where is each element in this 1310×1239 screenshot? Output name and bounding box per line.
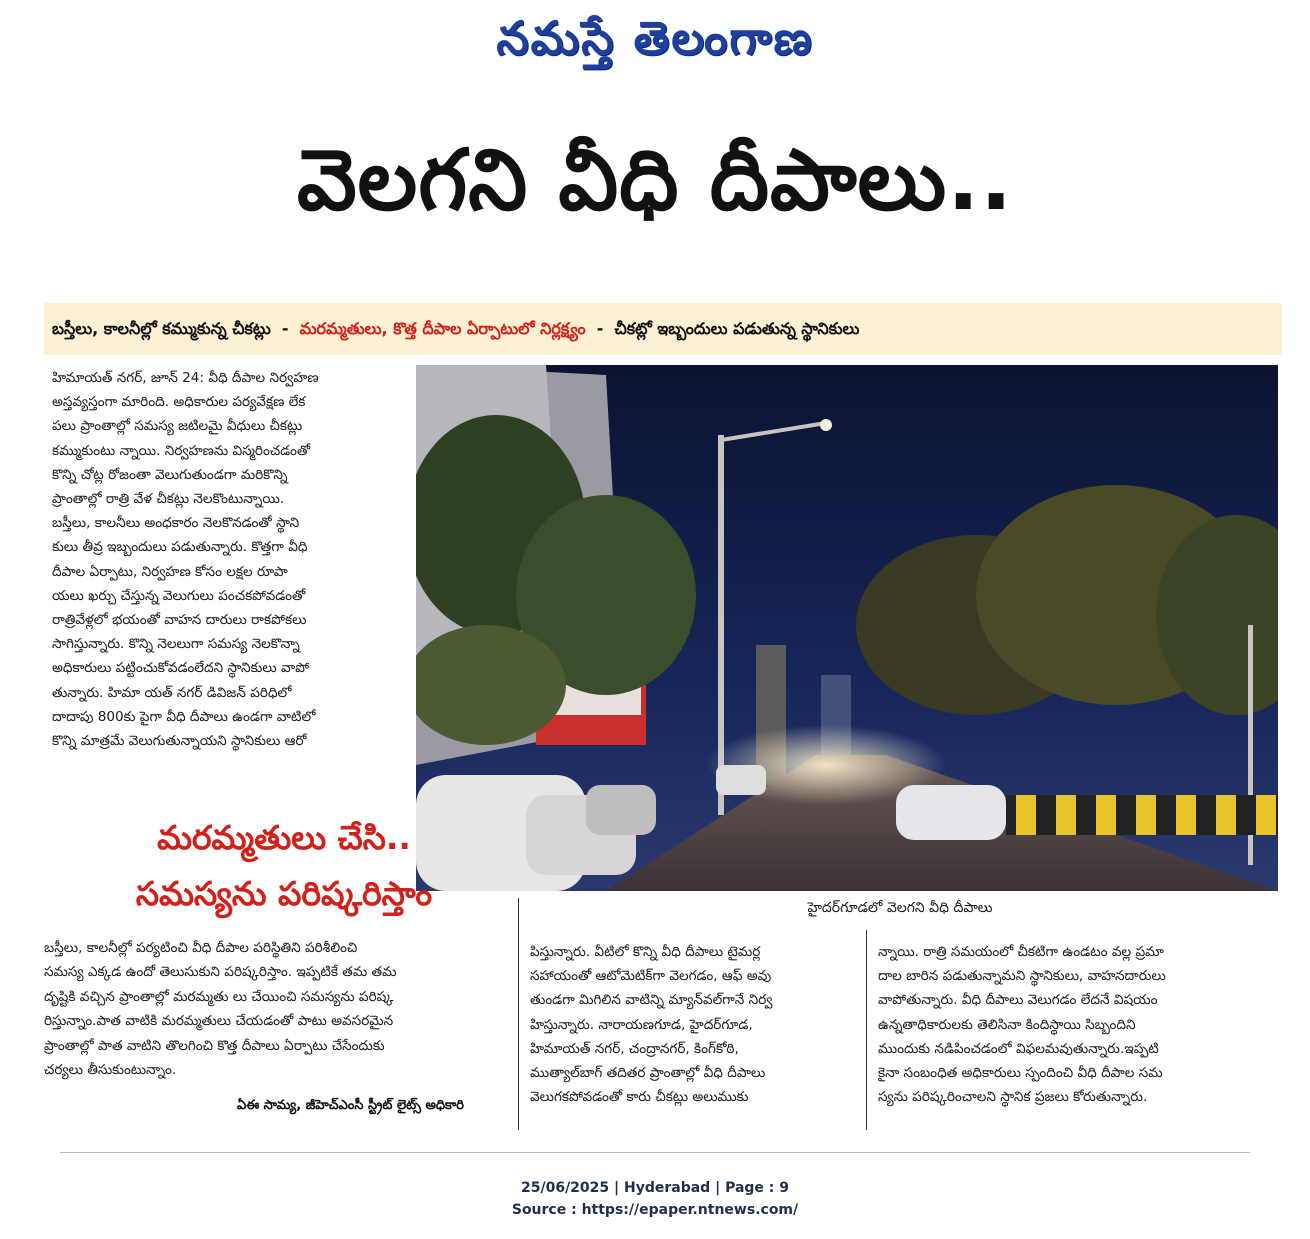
quote-line: ప్రాంతాల్లో పాత వాటిని తొలగించి కొత్త దీపాలు ఏర్పాటు చేసేందుకు [44,1037,385,1054]
article-line: పిస్తున్నారు. వీటిలో కొన్ని వీధి దీపాలు టైమర్ల [530,944,761,960]
strap-separator-2: - [596,319,604,338]
quote-line: రిస్తున్నాం.పాత వాటికి మరమ్మతులు చేయడంతో పాటు అవసరమైన [44,1013,394,1030]
subhead-line-1: మరమ్మతులు చేసి.. [157,818,411,857]
article-line: దాల బారిన పడుతున్నామని స్థానికులు, వాహనదారులు [878,968,1166,985]
article-line: తుండగా మిగిలిన వాటిన్ని మ్యాన్‌వల్‌గానే నిర్వ [530,992,773,1009]
article-line: పలు ప్రాంతాల్లో సమస్య జటిలమై వీధులు చీకట్లు [52,418,303,435]
street-photo-illustration [416,365,1278,891]
article-line: అధికారులు పట్టించుకోవడంలేదని స్థానికులు వాపో [52,660,310,677]
article-line: న్నాయి. రాత్రి సమయంలో చీకటిగా ఉండటం వల్ల ప్రమా [878,944,1164,960]
strap-line [44,303,1282,355]
masthead-logo: నమస్తే తెలంగాణ [496,11,814,65]
quote-subhead [48,810,520,922]
footer-rule [60,1152,1250,1153]
article-line: దాదాపు 800కు పైగా వీధి దీపాలు ఉండగా వాటిలో [52,708,316,725]
article-line: హిస్తున్నారు. నారాయణగూడ, హైదర్‌గూడ, [530,1016,753,1033]
quote-line: చర్యలు తీసుకుంటున్నాం. [44,1062,177,1079]
subhead-line-2: సమస్యను పరిష్కరిస్తాం [135,874,433,913]
footer-date-page: 25/06/2025 | Hyderabad | Page : 9 [520,1180,790,1196]
article-line: హిమాయత్ నగర్, చంద్రానగర్, కింగ్‌కోఠి, [530,1040,739,1057]
article-line: అస్తవ్యస్తంగా మారింది. అధికారుల పర్యవేక్షణ లేక [52,394,306,411]
article-line: యలు ఖర్చు చేస్తున్న వెలుగులు పంచకపోవడంతో [52,587,306,604]
quote-line: దృష్టికి వచ్చిన ప్రాంతాల్లో మరమ్మతు లు చేయించి సమస్యను పరిష్క [44,988,394,1005]
strap-part-2: మరమ్మతులు, కొత్త దీపాల ఏర్పాటులో నిర్లక్ష్యం [299,319,586,338]
article-line: రాత్రివేళ్లలో భయంతో వాహన దారులు రాకపోకలు [52,612,307,629]
quote-signature: ఏఈ సామ్య, జీహెచ్ఎంసీ స్ట్రీట్ లైట్స్ అధికారి [236,1098,464,1113]
street-photo [416,365,1278,891]
article-line: ప్రాంతాల్లో రాత్రి వేళ చీకట్లు నెలకొంటున్నాయి. [52,491,285,508]
article-line: ముందుకు నడిపించడంలో విఫలమవుతున్నారు.ఇప్పటి [878,1040,1159,1057]
strap-part-3: చీకట్లో ఇబ్బందులు పడుతున్న స్థానికులు [614,319,860,338]
quote-line: బస్తీలు, కాలనీల్లో పర్యటించి వీధి దీపాల పరిస్థితిని పరిశీలించి [44,940,358,956]
article-column-2 [530,940,860,1109]
column-divider [518,898,519,1130]
article-line: సహాయంతో ఆటోమెటిక్‌గా వెలగడం, ఆఫ్ అవు [530,968,772,985]
article-line: సాగిస్తున్నారు. కొన్ని నెలలుగా సమస్య నెలకొన్నా [52,636,300,653]
column-divider [866,930,867,1130]
article-line: కులు తీవ్ర ఇబ్బందులు పడుతున్నారు. కొత్తగా వీధి [52,539,308,556]
article-column-3 [878,940,1250,1109]
headline: వెలగని వీధి దీపాలు.. [296,131,1014,229]
quote-text [44,936,500,1082]
article-line: కమ్ముకుంటు న్నాయి. నిర్వహణను విస్మరించడంతో [52,442,311,459]
photo-caption: హైదర్‌గూడలో వెలగని వీధి దీపాలు [807,900,993,916]
article-line: కైనా సంబంధిత అధికారులు స్పందించి వీధి దీపాల సమ [878,1065,1163,1082]
strap-separator-1: - [281,319,289,338]
article-line: దీపాల ఏర్పాటు, నిర్వహణ కోసం లక్షల రూపా [52,563,288,580]
article-line: ఉన్నతాధికారులకు తెలిసినా కిందిస్థాయి సిబ్బందిని [878,1016,1136,1033]
article-line: వాపోతున్నారు. వీధి దీపాలు వెలుగడం లేదనే విషయం [878,992,1158,1009]
article-line: ముత్యాల్‌బాగ్ తదితర ప్రాంతాల్లో వీధి దీపాలు [530,1065,766,1082]
article-line: హిమాయత్ నగర్, జూన్ 24: వీధి దీపాల నిర్వహణ [52,370,319,386]
footer-source: Source : https://epaper.ntnews.com/ [511,1202,799,1218]
article-line: బస్తీలు, కాలనీలు అంధకారం నెలకొనడంతో స్థాని [52,515,300,532]
quote-line: సమస్య ఎక్కడ ఉందో తెలుసుకుని పరిష్కరిస్తాం. ఇప్పటికే తమ తమ [44,964,397,981]
strap-part-1: బస్తీలు, కాలనీల్లో కమ్ముకున్న చీకట్లు [52,319,271,338]
article-line: వెలుగకపోవడంతో కారు చీకట్లు అలుముకు [530,1089,749,1106]
article-lead-column [52,366,404,753]
article-line: కొన్ని చోట్ల రోజంతా వెలుగుతుండగా మరికొన్ని [52,466,288,483]
article-line: స్యను పరిష్కరించాలని స్థానిక ప్రజలు కోరుతున్నారు. [878,1089,1148,1106]
article-line: కొన్ని మాత్రమే వెలుగుతున్నాయని స్థానికులు ఆరో [52,733,307,750]
article-line: తున్నారు. హిమా యత్ నగర్ డివిజన్ పరిధిలో [52,684,292,701]
